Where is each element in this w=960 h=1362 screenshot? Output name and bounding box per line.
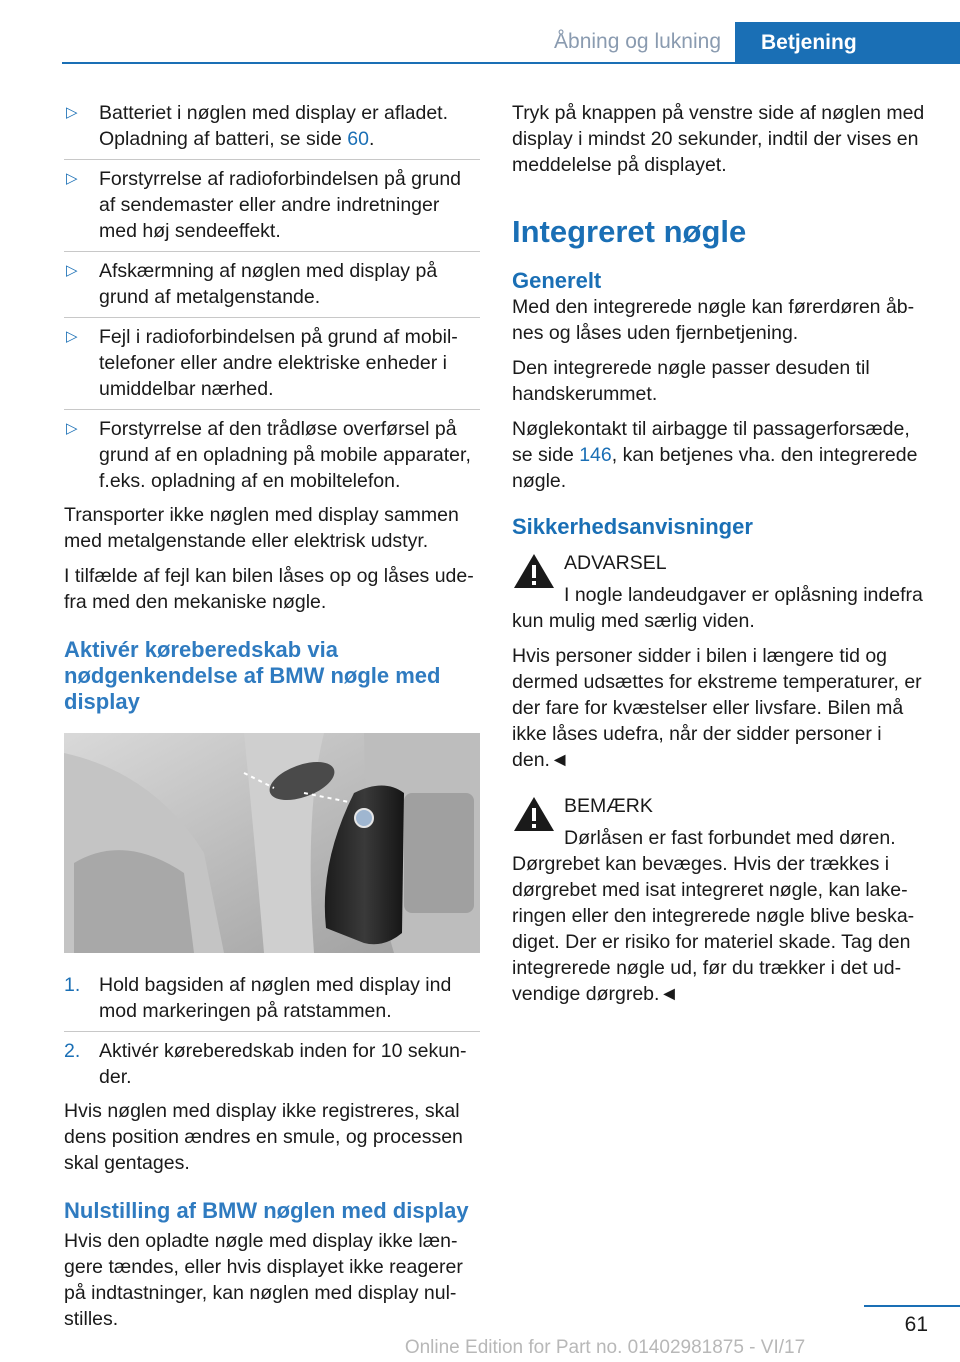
bullet-item: ▷ Fejl i radioforbindelsen på grund af mobiltelefoner eller andre elektriske enheder i umiddelbar nærhed.: [66, 326, 458, 400]
paragraph: Den integrerede nøgle passer desuden til handskerummet.: [512, 357, 870, 405]
paragraph: Transporter ikke nøglen med display sammen med metalgenstande eller elektrisk udstyr.: [64, 504, 459, 552]
header-rule: [62, 62, 960, 64]
divider: [64, 409, 480, 410]
step-item: 1. Hold bagsiden af nøglen med display ind mod markeringen på ratstammen.: [64, 974, 452, 1022]
bullet-triangle-icon: ▷: [66, 104, 78, 121]
warning-title: ADVARSEL: [564, 552, 667, 574]
warning-icon: [512, 552, 556, 590]
left-column: [64, 100, 480, 1341]
notice-block: [512, 793, 928, 819]
header-chapter-tab: Betjening: [735, 22, 960, 64]
footer-rule: [864, 1305, 960, 1307]
notice-title: BEMÆRK: [564, 795, 653, 817]
warning-icon: [512, 795, 556, 833]
right-column: [512, 100, 928, 1016]
bullet-item: ▷ Forstyrrelse af den trådløse overførsel på grund af en opladning på mobile apparater, f.eks. opladning af en mobiltelefon.: [66, 418, 471, 492]
paragraph: Hvis den opladte nøgle med display ikke længere tændes, eller hvis displayet ikke reagerer på indtastninger, kan nøglen med display nulstilles.: [64, 1230, 463, 1330]
paragraph: Nøglekontakt til airbagge til passagerforsæde, se side 146, kan betjenes vha. den integrerede nøgle.: [512, 418, 918, 492]
bullet-item: ▷ Forstyrrelse af radioforbindelsen på grund af sendemaster eller andre indretninger med høj sendeeffekt.: [66, 168, 462, 242]
section-heading: Nulstilling af BMW nøglen med display: [64, 1198, 469, 1223]
paragraph: Hvis nøglen med display ikke registreres, skal dens position ændres en smule, og processen skal gentages.: [64, 1100, 463, 1174]
paragraph: Hvis personer sidder i bilen i længere tid og dermed udsættes for ekstreme temperaturer, er der fare for kvæstelser eller livsfare. Bilen må ikke låses udefra, når der sidder personer i den.◄: [512, 645, 922, 771]
bullet-triangle-icon: ▷: [66, 420, 78, 437]
paragraph: Tryk på knappen på venstre side af nøglen med display i mindst 20 sekunder, indtil der vises en meddelelse på displayet.: [512, 102, 925, 176]
subheading: Generelt: [512, 268, 602, 293]
warning-text: I nogle landeudgaver er oplåsning indefra kun mulig med særlig viden.: [512, 584, 923, 632]
step-item: 2. Aktivér køreberedskab inden for 10 sekunder.: [64, 1040, 467, 1088]
bullet-triangle-icon: ▷: [66, 328, 78, 345]
divider: [64, 159, 480, 160]
warning-block: [512, 550, 928, 576]
section-heading: Aktivér køreberedskab via nødgenkendelse af BMW nøgle med display: [64, 637, 441, 714]
key-illustration: [64, 733, 480, 953]
bullet-item: ▷ Afskærmning af nøglen med display på grund af metalgenstande.: [66, 260, 438, 308]
header-section-tab: Åbning og lukning: [554, 30, 721, 53]
paragraph: Med den integrerede nøgle kan førerdøren åbnes og låses uden fjernbetjening.: [512, 296, 915, 344]
page-link[interactable]: 146: [579, 444, 612, 466]
divider: [64, 251, 480, 252]
bullet-item: ▷ Batteriet i nøglen med display er afladet. Opladning af batteri, se side 60.: [66, 102, 449, 150]
subheading: Sikkerhedsanvisninger: [512, 514, 753, 539]
divider: [64, 317, 480, 318]
page-number: 61: [904, 1313, 928, 1336]
chapter-heading: Integreret nøgle: [512, 214, 747, 249]
bullet-triangle-icon: ▷: [66, 170, 78, 187]
bullet-triangle-icon: ▷: [66, 262, 78, 279]
paragraph: I tilfælde af fejl kan bilen låses op og låses udefra med den mekaniske nøgle.: [64, 565, 474, 613]
edition-footer: Online Edition for Part no. 01402981875 - VI/17: [404, 1337, 806, 1358]
notice-text: Dørlåsen er fast forbundet med døren. Dørgrebet kan bevæges. Hvis der trækkes i dørgrebet med isat integreret nøgle, kan lakeringen eller den integrerede nøgle blive beskadiget. Der er risiko for materiel skade. Tag den integrerede nøgle ud, før du trækker i det udvendige dørgreb.◄: [512, 827, 915, 1005]
page-link[interactable]: 60: [347, 128, 369, 150]
divider: [64, 1031, 480, 1032]
